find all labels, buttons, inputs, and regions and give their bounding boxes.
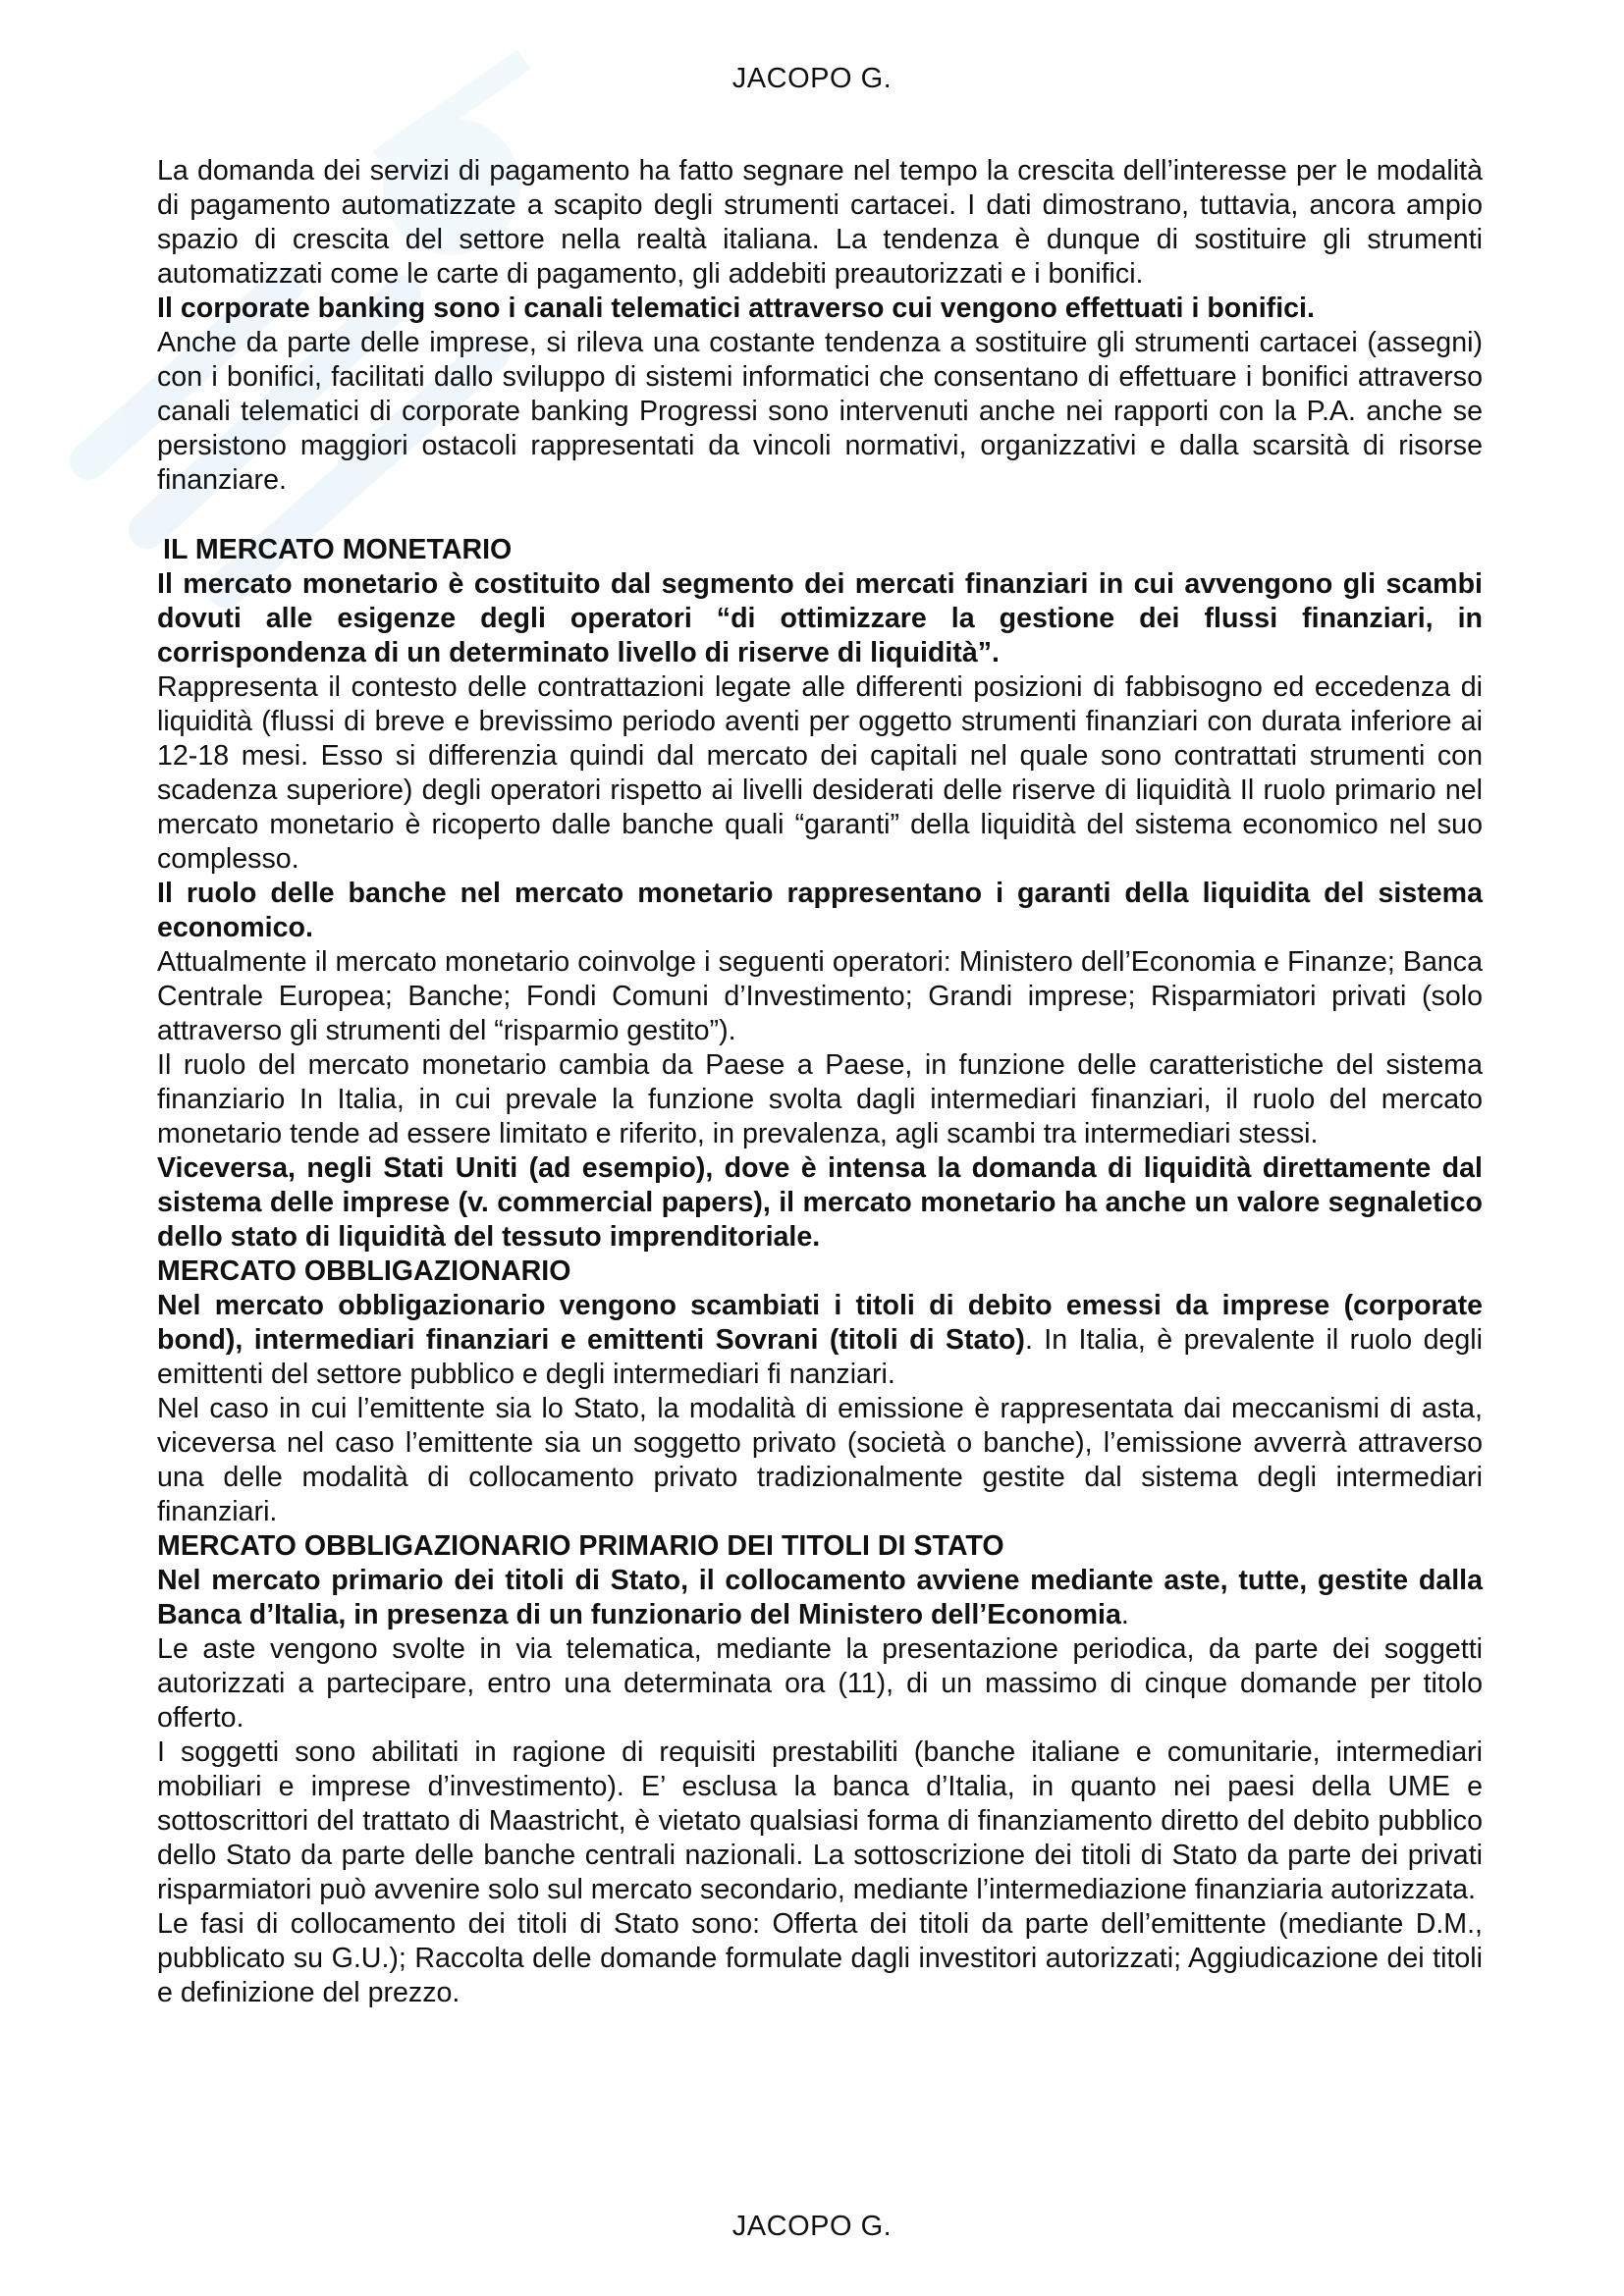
page-header: JACOPO G.: [731, 63, 893, 94]
paragraph: Attualmente il mercato monetario coinvolge i seguenti operatori: Ministero dell’Economia e Finanze; Banca Centrale Europea; Banche; Fondi Comuni d’Investimento; Grandi imprese; Risparmiatori privati (solo attraverso gli strumenti del “risparmio gestito”).: [157, 946, 1483, 1046]
paragraph: Le aste vengono svolte in via telematica, mediante la presentazione periodica, da parte dei soggetti autorizzati a partecipare, entro una determinata ora (11), di un massimo di cinque domande per titolo offerto.: [157, 1633, 1483, 1734]
mixed-paragraph: [157, 1289, 1483, 1392]
bold-span: Nel mercato obbligazionario vengono scambiati i titoli di debito emessi da imprese (corporate bond), intermediari finanziari e emittenti Sovrani (titoli di Stato): [157, 1290, 1483, 1356]
bold-paragraph: Viceversa, negli Stati Uniti (ad esempio), dove è intensa la domanda di liquidità direttamente dal sistema delle imprese (v. commercial papers), il mercato monetario ha anche un valore segnaletico dello stato di liquidità del tessuto imprenditoriale.: [157, 1152, 1483, 1253]
document-body: [157, 154, 1483, 2010]
paragraph: Nel caso in cui l’emittente sia lo Stato, la modalità di emissione è rappresentata dai meccanismi di asta, viceversa nel caso l’emittente sia un soggetto privato (società o banche), l’emissione avverrà attraverso una delle modalità di collocamento privato tradizionalmente gestite dal sistema degli intermediari finanziari.: [157, 1393, 1483, 1527]
text-span: . In Italia, è prevalente il ruolo degli emittenti del settore pubblico e degli intermediari fi nanziari.: [157, 1324, 1483, 1390]
paragraph: Le fasi di collocamento dei titoli di Stato sono: Offerta dei titoli da parte dell’emittente (mediante D.M., pubblicato su G.U.); Raccolta delle domande formulate dagli investitori autorizzati; Aggiudicazione dei titoli e definizione del prezzo.: [157, 1908, 1483, 2008]
section-heading-mercato-obbligazionario: MERCATO OBBLIGAZIONARIO: [157, 1255, 571, 1287]
section-heading-mercato-monetario: IL MERCATO MONETARIO: [163, 534, 513, 565]
spacer: [157, 498, 1483, 533]
page-footer: JACOPO G.: [731, 2211, 893, 2242]
section-heading-mercato-primario: MERCATO OBBLIGAZIONARIO PRIMARIO DEI TITOLI DI STATO: [157, 1530, 1004, 1562]
paragraph: I soggetti sono abilitati in ragione di requisiti prestabiliti (banche italiane e comunitarie, intermediari mobiliari e imprese d’investimento). E’ esclusa la banca d’Italia, in quanto nei paesi della UME e sottoscrittori del trattato di Maastricht, è vietato qualsiasi forma di finanziamento diretto del debito pubblico dello Stato da parte delle banche centrali nazionali. La sottoscrizione dei titoli di Stato da parte dei privati risparmiatori può avvenire solo sul mercato secondario, mediante l’intermediazione finanziaria autorizzata.: [157, 1736, 1483, 1905]
paragraph: Rappresenta il contesto delle contrattazioni legate alle differenti posizioni di fabbisogno ed eccedenza di liquidità (flussi di breve e brevissimo periodo aventi per oggetto strumenti finanziari con durata inferiore ai 12-18 mesi. Esso si differenzia quindi dal mercato dei capitali nel quale sono contrattati strumenti con scadenza superiore) degli operatori rispetto ai livelli desiderati delle riserve di liquidità Il ruolo primario nel mercato monetario è ricoperto dalle banche quali “garanti” della liquidità del sistema economico nel suo complesso.: [157, 671, 1483, 875]
text-span: .: [1120, 1599, 1129, 1630]
mixed-paragraph: [157, 1564, 1483, 1632]
bold-span: Nel mercato primario dei titoli di Stato, il collocamento avviene mediante aste, tutte, gestite dalla Banca d’Italia, in presenza di un funzionario del Ministero dell’Economia: [157, 1565, 1483, 1630]
paragraph: La domanda dei servizi di pagamento ha fatto segnare nel tempo la crescita dell’interesse per le modalità di pagamento automatizzate a scapito degli strumenti cartacei. I dati dimostrano, tuttavia, ancora ampio spazio di crescita del settore nella realtà italiana. La tendenza è dunque di sostituire gli strumenti automatizzati come le carte di pagamento, gli addebiti preautorizzati e i bonifici.: [157, 155, 1483, 290]
paragraph: Il ruolo del mercato monetario cambia da Paese a Paese, in funzione delle caratteristiche del sistema finanziario In Italia, in cui prevale la funzione svolta dagli intermediari finanziari, il ruolo del mercato monetario tende ad essere limitato e riferito, in prevalenza, agli scambi tra intermediari stessi.: [157, 1049, 1483, 1149]
bold-paragraph: Il ruolo delle banche nel mercato monetario rappresentano i garanti della liquidita del sistema economico.: [157, 878, 1483, 943]
paragraph: Anche da parte delle imprese, si rileva una costante tendenza a sostituire gli strumenti cartacei (assegni) con i bonifici, facilitati dallo sviluppo di sistemi informatici che consentano di effettuare i bonifici attraverso canali telematici di corporate banking Progressi sono intervenuti anche nei rapporti con la P.A. anche se persistono maggiori ostacoli rappresentati da vincoli normativi, organizzativi e dalla scarsità di risorse finanziare.: [157, 327, 1483, 496]
bold-paragraph: Il corporate banking sono i canali telematici attraverso cui vengono effettuati i bonifici.: [157, 293, 1315, 324]
bold-paragraph: Il mercato monetario è costituito dal segmento dei mercati finanziari in cui avvengono gli scambi dovuti alle esigenze degli operatori “di ottimizzare la gestione dei flussi finanziari, in corrispondenza di un determinato livello di riserve di liquidità”.: [157, 568, 1483, 668]
